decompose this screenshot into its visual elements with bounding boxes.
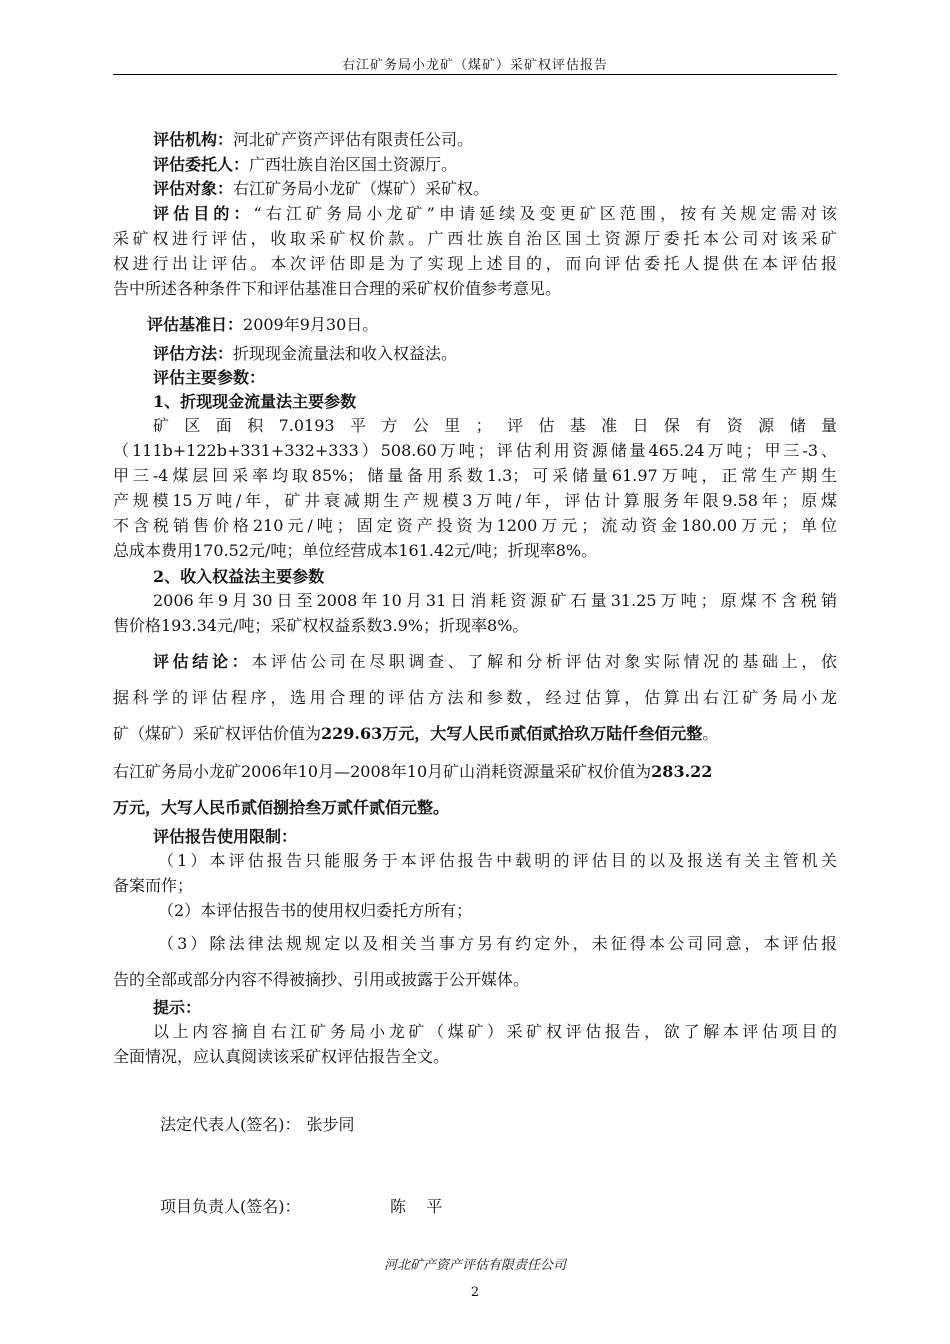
dcf-heading: 1、折现现金流量法主要参数 xyxy=(153,392,357,411)
purpose-line-4: 告中所述各种条件下和评估基准日合理的采矿权价值参考意见。 xyxy=(113,279,562,298)
date-label: 评估基准日： xyxy=(147,315,244,334)
purpose-text-1: “右江矿务局小龙矿”申请延续及变更矿区范围，按有关规定需对该 xyxy=(253,204,837,223)
limits-heading: 评估报告使用限制： xyxy=(153,827,298,846)
limit-3-line-2: 告的全部或部分内容不得被摘抄、引用或披露于公开媒体。 xyxy=(113,970,530,989)
dcf-line-6: 总成本费用170.52元/吨；单位经营成本161.42元/吨；折现率8%。 xyxy=(113,541,598,560)
conclusion-text-1: 本评估公司在尽职调查、了解和分析评估对象实际情况的基础上，依 xyxy=(251,652,837,671)
appraised-value: 229.63万元，大写人民币贰佰贰拾玖万陆仟叁佰元整 xyxy=(321,724,703,743)
income-line-2: 售价格193.34元/吨；采矿权权益系数3.9%；折现率8%。 xyxy=(113,616,529,635)
page-number: 2 xyxy=(470,1285,480,1300)
client-line xyxy=(113,154,837,176)
income-line-1: 2006年9月30日至2008年10月31日消耗资源矿石量31.25万吨；原煤不含税销 xyxy=(153,591,837,610)
conclusion-line-3 xyxy=(113,723,837,745)
object-line xyxy=(113,178,837,200)
conclusion-text-3a: 矿（煤矿）采矿权评估价值为 xyxy=(113,724,322,743)
conclusion-line-4 xyxy=(113,761,837,783)
limit-3-line-1: （3）除法律法规规定以及相关当事方另有约定外，未征得本公司同意，本评估报 xyxy=(158,934,837,953)
note-line-2: 全面情况，应认真阅读该采矿权评估报告全文。 xyxy=(113,1047,450,1066)
purpose-line-2: 采矿权进行评估，收取采矿权价款。广西壮族自治区国土资源厅委托本公司对该采矿 xyxy=(113,229,837,248)
legal-rep-label: 法定代表人(签名)： xyxy=(160,1115,301,1134)
header-divider xyxy=(113,74,837,75)
purpose-line-3: 权进行出让评估。本次评估即是为了实现上述目的，而向评估委托人提供在本评估报 xyxy=(113,254,837,273)
conclusion-text-3c: 。 xyxy=(702,724,719,743)
method-label: 评估方法： xyxy=(153,344,234,363)
object-value: 右江矿务局小龙矿（煤矿）采矿权。 xyxy=(233,179,490,198)
method-value: 折现现金流量法和收入权益法。 xyxy=(233,344,458,363)
client-label: 评估委托人： xyxy=(153,155,250,174)
footer-company: 河北矿产资产评估有限责任公司 xyxy=(383,1258,566,1273)
purpose-label: 评估目的： xyxy=(153,204,254,223)
date-line xyxy=(113,314,837,336)
dcf-line-1: 矿区面积7.0193平方公里；评估基准日保有资源储量 xyxy=(153,416,837,435)
limit-1-line-2: 备案而作； xyxy=(113,876,194,895)
params-heading: 评估主要参数： xyxy=(153,368,266,387)
object-label: 评估对象： xyxy=(153,179,234,198)
dcf-line-4: 产规模15万吨/年，矿井衰减期生产规模3万吨/年，评估计算服务年限9.58年；原煤 xyxy=(113,491,837,510)
conclusion-line-1 xyxy=(113,651,837,673)
limit-2: （2）本评估报告书的使用权归委托方所有； xyxy=(158,901,473,920)
conclusion-label: 评估结论： xyxy=(153,652,252,671)
purpose-line-1 xyxy=(113,203,837,225)
note-line-1: 以上内容摘自右江矿务局小龙矿（煤矿）采矿权评估报告，欲了解本评估项目的 xyxy=(153,1022,837,1041)
client-value: 广西壮族自治区国土资源厅。 xyxy=(249,155,458,174)
limit-1-line-1: （1）本评估报告只能服务于本评估报告中载明的评估目的以及报送有关主管机关 xyxy=(158,851,837,870)
legal-rep-name: 张步同 xyxy=(306,1115,355,1134)
consumed-value-number: 283.22 xyxy=(651,762,713,781)
date-value: 2009年9月30日。 xyxy=(243,315,379,334)
org-value: 河北矿产资产评估有限责任公司。 xyxy=(233,130,474,149)
method-line xyxy=(113,343,837,365)
project-lead-label: 项目负责人(签名)： xyxy=(160,1197,301,1216)
income-heading: 2、收入权益法主要参数 xyxy=(153,567,325,586)
project-lead-name: 陈 平 xyxy=(390,1197,443,1216)
note-heading: 提示： xyxy=(153,998,202,1017)
org-line xyxy=(113,129,837,151)
dcf-line-2: （111b+122b+331+332+333）508.60万吨；评估利用资源储量465.24万吨；甲三-3、 xyxy=(113,441,837,460)
org-label: 评估机构： xyxy=(153,130,234,149)
dcf-line-3: 甲三-4煤层回采率均取85%；储量备用系数1.3；可采储量61.97万吨，正常生产期生 xyxy=(113,466,837,485)
legal-rep-signature xyxy=(160,1112,355,1135)
conclusion-line-2: 据科学的评估程序，选用合理的评估方法和参数，经过估算，估算出右江矿务局小龙 xyxy=(113,688,837,707)
dcf-line-5: 不含税销售价格210元/吨；固定资产投资为1200万元；流动资金180.00万元；单位 xyxy=(113,516,837,535)
conclusion-text-4a: 右江矿务局小龙矿2006年10月—2008年10月矿山消耗资源量采矿权价值为 xyxy=(113,762,652,781)
page-header: 右江矿务局小龙矿（煤矿）采矿权评估报告 xyxy=(341,58,608,73)
conclusion-line-5: 万元，大写人民币贰佰捌拾叁万贰仟贰佰元整。 xyxy=(113,798,450,817)
